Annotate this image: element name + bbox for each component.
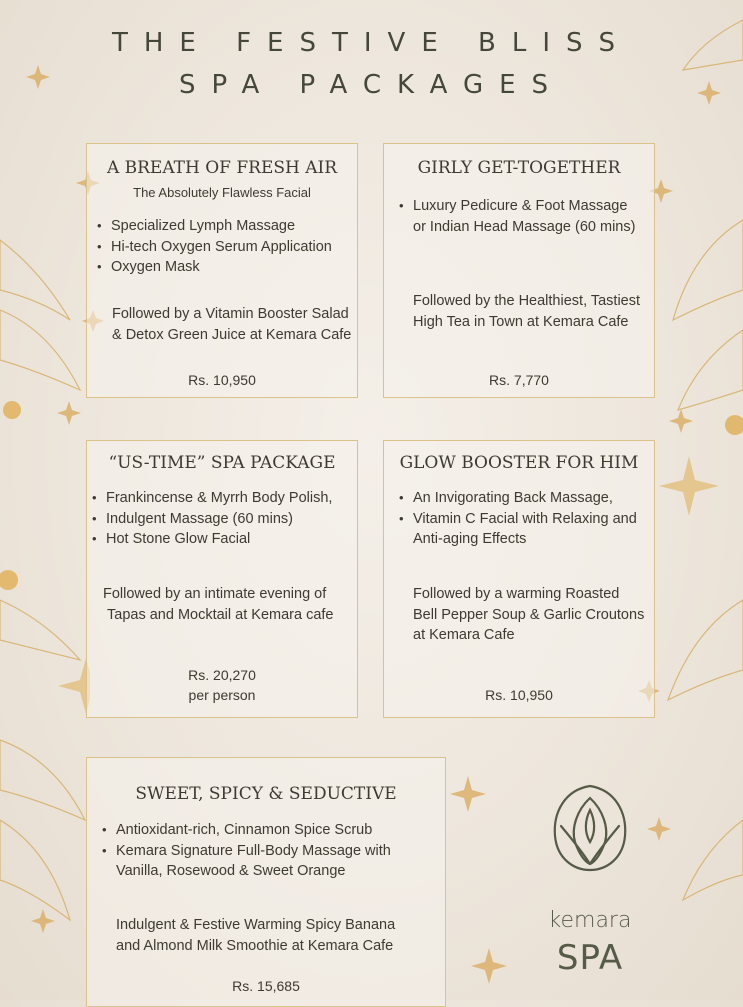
package-title: GLOW BOOSTER FOR HIM bbox=[399, 453, 639, 473]
list-item: • Frankincense & Myrrh Body Polish, bbox=[90, 488, 332, 509]
followup-line: Indulgent & Festive Warming Spicy Banana bbox=[116, 917, 396, 933]
package-title: SWEET, SPICY & SEDUCTIVE bbox=[135, 784, 397, 804]
brand-name: kemara bbox=[548, 908, 632, 933]
lotus-drop-icon bbox=[545, 780, 635, 875]
list-item: • Hot Stone Glow Facial bbox=[90, 529, 332, 550]
list-item bbox=[100, 841, 391, 882]
package-card-sweet-spicy bbox=[86, 757, 446, 1007]
followup-line: & Detox Green Juice at Kemara Cafe bbox=[112, 326, 352, 343]
package-price: Rs. 10,950 bbox=[188, 372, 256, 388]
list-item-line: or Indian Head Massage (60 mins) bbox=[413, 218, 636, 235]
list-item-line: • Luxury Pedicure & Foot Massage bbox=[413, 198, 628, 214]
list-item bbox=[397, 196, 635, 237]
treatment-list bbox=[90, 488, 332, 550]
list-item: • Antioxidant-rich, Cinnamon Spice Scrub bbox=[100, 820, 391, 841]
followup-line: High Tea in Town at Kemara Cafe bbox=[413, 313, 629, 330]
page-title-line-2: SPA PACKAGES bbox=[178, 70, 565, 100]
package-card-fresh-air bbox=[86, 143, 358, 398]
treatment-list bbox=[397, 488, 637, 550]
package-card-girly-get-together bbox=[383, 143, 655, 398]
package-title: A BREATH OF FRESH AIR bbox=[106, 158, 338, 178]
package-price: Rs. 20,270 bbox=[188, 667, 256, 683]
followup-line: Followed by the Healthiest, Tastiest bbox=[413, 293, 641, 309]
followup-line: Followed by a Vitamin Booster Salad bbox=[112, 306, 349, 322]
followup-line: Bell Pepper Soup & Garlic Croutons bbox=[413, 606, 645, 623]
package-card-us-time bbox=[86, 440, 358, 718]
package-title: GIRLY GET-TOGETHER bbox=[417, 158, 621, 178]
page-title-line-1: THE FESTIVE BLISS bbox=[111, 28, 632, 58]
followup-text bbox=[116, 915, 395, 956]
followup-line: and Almond Milk Smoothie at Kemara Cafe bbox=[116, 937, 394, 954]
package-card-glow-booster bbox=[383, 440, 655, 718]
followup-line: Tapas and Mocktail at Kemara cafe bbox=[107, 606, 334, 623]
price-note: per person bbox=[188, 687, 256, 703]
package-price: Rs. 10,950 bbox=[485, 687, 553, 703]
package-price: Rs. 15,685 bbox=[232, 978, 300, 994]
followup-line: at Kemara Cafe bbox=[413, 627, 515, 643]
list-item: • Hi-tech Oxygen Serum Application bbox=[95, 237, 332, 258]
list-item: • Oxygen Mask bbox=[95, 257, 332, 278]
treatment-list bbox=[397, 196, 635, 237]
list-item-line: Vanilla, Rosewood & Sweet Orange bbox=[116, 863, 346, 879]
followup-text bbox=[413, 291, 640, 332]
package-price: Rs. 7,770 bbox=[489, 372, 549, 388]
followup-text bbox=[413, 584, 644, 646]
treatment-list bbox=[95, 216, 332, 278]
list-item-line: Anti-aging Effects bbox=[413, 531, 527, 547]
package-subtitle: The Absolutely Flawless Facial bbox=[133, 185, 311, 200]
followup-text bbox=[112, 304, 351, 345]
list-item: • Specialized Lymph Massage bbox=[95, 216, 332, 237]
package-title: “US-TIME” SPA PACKAGE bbox=[108, 453, 336, 473]
list-item-line: • Kemara Signature Full-Body Massage with bbox=[116, 842, 391, 859]
followup-line: Followed by an intimate evening of bbox=[103, 586, 327, 602]
list-item-line: • Vitamin C Facial with Relaxing and bbox=[413, 510, 637, 527]
brand-product: SPA bbox=[556, 938, 624, 978]
list-item: • Indulgent Massage (60 mins) bbox=[90, 509, 332, 530]
treatment-list bbox=[100, 820, 391, 882]
list-item bbox=[397, 509, 637, 550]
followup-text bbox=[103, 584, 333, 625]
list-item: • An Invigorating Back Massage, bbox=[397, 488, 637, 509]
followup-line: Followed by a warming Roasted bbox=[413, 586, 620, 602]
